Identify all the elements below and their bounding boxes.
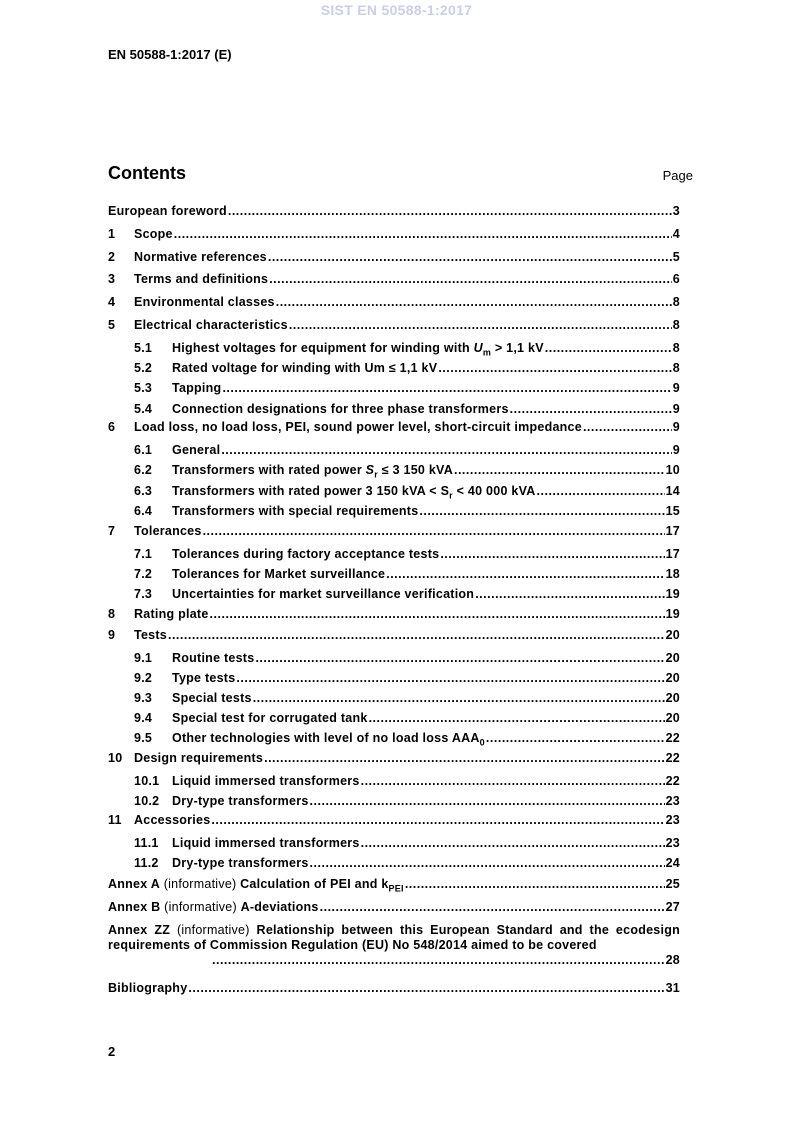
dot-leader — [203, 524, 665, 539]
toc-entry-title: Rating plate — [134, 607, 209, 621]
dot-leader — [289, 318, 672, 333]
page-number: 2 — [108, 1044, 116, 1059]
dot-leader — [188, 981, 664, 996]
toc-entry[interactable] — [108, 587, 680, 602]
toc-entry[interactable] — [108, 774, 680, 789]
toc-entry-page: 23 — [665, 813, 680, 827]
toc-entry[interactable] — [108, 484, 680, 504]
toc-entry-number: 7.2 — [134, 567, 153, 581]
toc-entry-number: 11 — [108, 813, 122, 827]
dot-leader — [253, 691, 665, 706]
toc-entry-number: 11.2 — [134, 856, 159, 870]
toc-entry[interactable] — [108, 651, 680, 666]
toc-entry-title: Electrical characteristics — [134, 318, 288, 332]
toc-entry-number: 5.2 — [134, 361, 153, 375]
toc-entry-title: Relationship between this European Standard and the ecodesign requirements of Commission Regulation (EU) No 548/2014 aimed to be covered — [108, 923, 680, 952]
toc-entry[interactable] — [108, 361, 680, 376]
toc-entry-page: 9 — [672, 381, 680, 395]
toc-entry-page: 8 — [672, 341, 680, 355]
toc-entry-number: 9.5 — [134, 731, 153, 745]
dot-leader — [486, 731, 665, 746]
toc-entry-title: Load loss, no load loss, PEI, sound power level, short-circuit impedance — [134, 420, 582, 434]
toc-entry-number: 9.3 — [134, 691, 153, 705]
toc-entry-subscript: 0 — [479, 737, 485, 748]
toc-entry[interactable] — [108, 443, 680, 458]
toc-entry-title-text: < 40 000 kVA — [452, 484, 536, 498]
toc-entry[interactable] — [108, 318, 680, 333]
toc-entry-number: 5 — [108, 318, 116, 332]
toc-entry-title-text: Calculation of PEI and k — [240, 877, 389, 891]
toc-entry-page: 25 — [665, 877, 680, 891]
dot-leader — [310, 856, 665, 871]
toc-entry-number: 9.1 — [134, 651, 153, 665]
toc-entry-number: 5.1 — [134, 341, 153, 355]
toc-entry-page: 22 — [665, 751, 680, 765]
dot-leader — [475, 587, 664, 602]
toc-entry-number: 11.1 — [134, 836, 159, 850]
toc-entry-title: Tolerances for Market surveillance — [172, 567, 386, 581]
toc-entry-number: 7.1 — [134, 547, 153, 561]
contents-heading: Contents — [108, 163, 186, 183]
toc-entry-title: Type tests — [172, 671, 236, 685]
toc-entry-number: 1 — [108, 227, 116, 241]
toc-entry-annex-type: (informative) — [160, 877, 241, 891]
toc-entry-page: 19 — [665, 587, 680, 601]
toc-entry-title: Connection designations for three phase transformers — [172, 402, 509, 416]
toc-entry-title: Bibliography — [108, 981, 188, 995]
toc-entry-page: 9 — [672, 443, 680, 457]
toc-entry-page: 20 — [665, 628, 680, 642]
toc-entry-number: 4 — [108, 295, 116, 309]
toc-entry-page: 9 — [672, 402, 680, 416]
toc-entry[interactable] — [108, 731, 680, 751]
toc-entry-title: Accessories — [134, 813, 211, 827]
toc-entry-title-text: Other technologies with level of no load loss AAA — [172, 731, 480, 745]
toc-entry-page: 9 — [672, 420, 680, 434]
dot-leader — [440, 547, 664, 562]
toc-entry[interactable] — [108, 794, 680, 809]
toc-entry-number: 9.2 — [134, 671, 153, 685]
toc-entry-title-text: > 1,1 kV — [491, 341, 544, 355]
dot-leader — [320, 900, 665, 915]
toc-entry-annex-type: (informative) — [160, 900, 241, 914]
toc-entry-title: General — [172, 443, 221, 457]
dot-leader — [545, 341, 672, 356]
toc-entry-subscript: PEI — [388, 883, 404, 894]
toc-entry-number: 8 — [108, 607, 116, 621]
toc-entry-number: 5.4 — [134, 402, 153, 416]
toc-entry-title — [172, 341, 544, 361]
toc-entry-title: Liquid immersed transformers — [172, 774, 360, 788]
toc-entry-title — [172, 484, 536, 504]
dot-leader — [211, 813, 664, 828]
toc-entry[interactable] — [108, 402, 680, 417]
toc-entry[interactable] — [108, 381, 680, 396]
toc-entry-title: Special tests — [172, 691, 252, 705]
toc-entry-page: 15 — [665, 504, 680, 518]
dot-leader — [361, 774, 665, 789]
toc-entry[interactable] — [108, 420, 680, 435]
toc-entry-number: 2 — [108, 250, 116, 264]
toc-entry[interactable] — [108, 981, 680, 996]
dot-leader — [174, 227, 672, 242]
toc-entry-title: Tests — [134, 628, 167, 642]
toc-entry-page: 6 — [672, 272, 680, 286]
toc-entry[interactable] — [108, 691, 680, 706]
dot-leader — [255, 651, 664, 666]
toc-entry-page: 23 — [665, 794, 680, 808]
toc-entry-page: 20 — [665, 671, 680, 685]
toc-entry-page: 19 — [665, 607, 680, 621]
toc-entry-number: 7 — [108, 524, 116, 538]
toc-entry-symbol: U — [473, 341, 483, 355]
toc-entry[interactable] — [108, 836, 680, 851]
dot-leader — [537, 484, 665, 499]
toc-entry-number: 6.3 — [134, 484, 153, 498]
toc-entry-title — [240, 877, 404, 897]
toc-entry-title: Uncertainties for market surveillance verification — [172, 587, 475, 601]
toc-entry-number: 9 — [108, 628, 116, 642]
dot-leader — [583, 420, 672, 435]
toc-entry-title-text: ≤ 3 150 kVA — [378, 463, 453, 477]
toc-entry-number: 10.2 — [134, 794, 160, 808]
dot-leader — [386, 567, 664, 582]
toc-entry-page: 14 — [665, 484, 680, 498]
toc-entry-number: 6 — [108, 420, 116, 434]
toc-entry[interactable] — [108, 204, 680, 219]
toc-entry-title-text: Transformers with rated power 3 150 kVA < S — [172, 484, 450, 498]
toc-entry-title: Design requirements — [134, 751, 264, 765]
toc-entry-title-text: Transformers with rated power — [172, 463, 366, 477]
toc-entry-number: Annex ZZ — [108, 923, 171, 937]
toc-entry[interactable] — [108, 250, 680, 265]
toc-entry-number: 3 — [108, 272, 116, 286]
toc-entry-number: 7.3 — [134, 587, 153, 601]
toc-entry[interactable] — [108, 463, 680, 483]
toc-entry-title: Dry-type transformers — [172, 856, 309, 870]
dot-leader — [454, 463, 665, 478]
dot-leader — [438, 361, 671, 376]
toc-entry-title — [172, 731, 485, 751]
toc-entry-page: 20 — [665, 711, 680, 725]
toc-entry-page: 22 — [665, 731, 680, 745]
dot-leader — [236, 671, 664, 686]
toc-entry-number: 6.4 — [134, 504, 153, 518]
toc-entry-page: 24 — [665, 856, 680, 870]
toc-entry-title-text: Highest voltages for equipment for winding with — [172, 341, 474, 355]
toc-entry-title: Rated voltage for winding with Um ≤ 1,1 kV — [172, 361, 438, 375]
toc-entry-number: 5.3 — [134, 381, 153, 395]
toc-entry-page: 8 — [672, 295, 680, 309]
dot-leader — [310, 794, 665, 809]
toc-entry-title: Routine tests — [172, 651, 255, 665]
toc-entry-page: 22 — [665, 774, 680, 788]
toc-entry-page: 8 — [672, 318, 680, 332]
dot-leader — [228, 204, 672, 219]
toc-entry-title: Liquid immersed transformers — [172, 836, 360, 850]
toc-entry-page: 27 — [665, 900, 680, 914]
toc-entry-number: 9.4 — [134, 711, 153, 725]
toc-entry-page: 20 — [665, 691, 680, 705]
toc-entry-title: European foreword — [108, 204, 227, 218]
toc-entry-subscript: m — [482, 347, 492, 358]
dot-leader — [168, 628, 665, 643]
toc-entry-page: 28 — [665, 953, 680, 967]
page-column-label: Page — [662, 168, 693, 183]
toc-entry-title — [172, 463, 453, 483]
toc-entry[interactable] — [108, 856, 680, 871]
toc-entry[interactable] — [108, 877, 680, 897]
toc-entry[interactable] — [108, 923, 680, 967]
dot-leader — [276, 295, 672, 310]
document-id: EN 50588-1:2017 (E) — [108, 47, 232, 62]
toc-entry[interactable] — [108, 900, 680, 915]
toc-entry-subscript: r — [449, 490, 453, 501]
toc-entry[interactable] — [108, 628, 680, 643]
toc-entry-page: 20 — [665, 651, 680, 665]
toc-entry-title: Normative references — [134, 250, 267, 264]
toc-entry-title: Tolerances — [134, 524, 202, 538]
dot-leader — [210, 607, 665, 622]
dot-leader — [369, 711, 665, 726]
toc-entry-title: Tolerances during factory acceptance tests — [172, 547, 440, 561]
toc-entry[interactable] — [108, 272, 680, 287]
toc-entry-subscript: r — [374, 469, 379, 480]
toc-entry-page: 18 — [665, 567, 680, 581]
toc-entry-title: Dry-type transformers — [172, 794, 309, 808]
toc-entry-page: 4 — [672, 227, 680, 241]
toc-entry-page: 3 — [672, 204, 680, 218]
toc-entry[interactable] — [108, 711, 680, 726]
toc-entry-title: Transformers with special requirements — [172, 504, 419, 518]
toc-entry[interactable] — [108, 607, 680, 622]
toc-entry-symbol: S — [365, 463, 375, 477]
dot-leader — [510, 402, 672, 417]
toc-entry[interactable] — [108, 295, 680, 310]
toc-entry-annex-type: (informative) — [170, 923, 257, 937]
toc-entry[interactable] — [108, 524, 680, 539]
toc-entry-number: Annex B — [108, 900, 161, 914]
dot-leader — [405, 877, 665, 892]
dot-leader — [419, 504, 664, 519]
dot-leader — [268, 250, 672, 265]
dot-leader — [264, 751, 665, 766]
watermark: SIST EN 50588-1:2017 — [320, 2, 473, 18]
toc-entry-page: 5 — [672, 250, 680, 264]
dot-leader — [222, 381, 671, 396]
toc-entry-title: Terms and definitions — [134, 272, 269, 286]
dot-leader — [361, 836, 665, 851]
toc-entry-page: 8 — [672, 361, 680, 375]
toc-entry[interactable] — [108, 341, 680, 361]
toc-entry[interactable] — [108, 547, 680, 562]
toc-entry-title: Special test for corrugated tank — [172, 711, 368, 725]
toc-entry-number: 6.2 — [134, 463, 153, 477]
toc-entry-page: 10 — [665, 463, 680, 477]
toc-entry-title: Scope — [134, 227, 173, 241]
toc-entry-title: A-deviations — [240, 900, 319, 914]
dot-leader — [212, 953, 665, 968]
toc-entry[interactable] — [108, 813, 680, 828]
toc-entry-page: 23 — [665, 836, 680, 850]
toc-entry[interactable] — [108, 504, 680, 519]
toc-entry[interactable] — [108, 227, 680, 242]
toc-entry-page: 17 — [665, 547, 680, 561]
dot-leader — [269, 272, 672, 287]
toc-entry-page: 17 — [665, 524, 680, 538]
toc-entry-page: 31 — [665, 981, 680, 995]
toc-entry-title: Tapping — [172, 381, 222, 395]
toc-entry[interactable] — [108, 567, 680, 582]
toc-entry-title: Environmental classes — [134, 295, 275, 309]
toc-entry-number: Annex A — [108, 877, 160, 891]
toc-entry-number: 10 — [108, 751, 123, 765]
toc-entry[interactable] — [108, 671, 680, 686]
toc-entry[interactable] — [108, 751, 680, 766]
dot-leader — [221, 443, 671, 458]
toc-entry-number: 10.1 — [134, 774, 160, 788]
toc-entry-number: 6.1 — [134, 443, 153, 457]
